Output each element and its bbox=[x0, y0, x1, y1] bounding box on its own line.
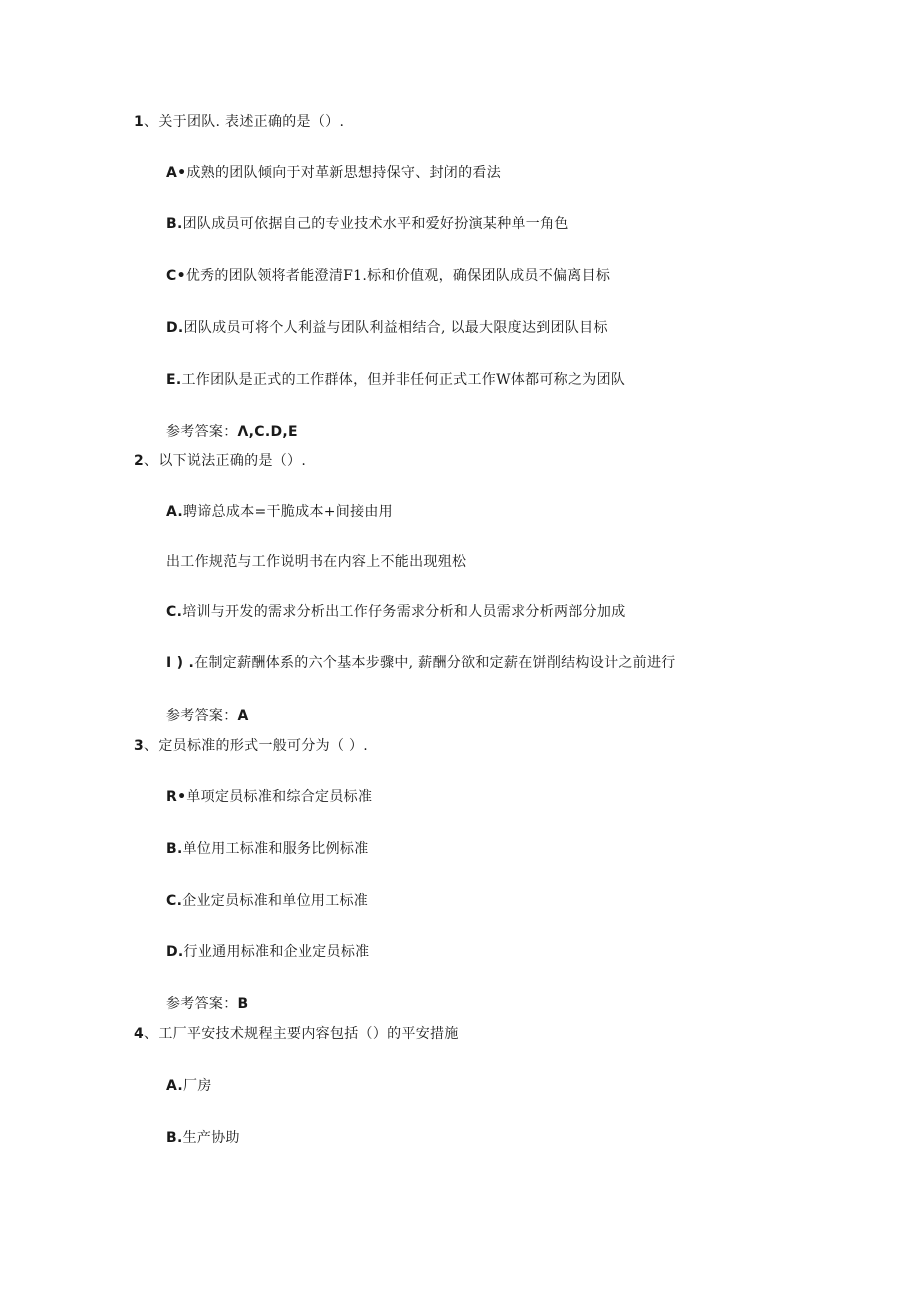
question-number: 1 bbox=[134, 114, 145, 130]
option-label: C. bbox=[166, 893, 183, 909]
question-2-option-c bbox=[166, 603, 626, 621]
question-3-stem bbox=[134, 737, 368, 755]
question-separator: 、 bbox=[144, 453, 159, 469]
question-3-option-c bbox=[166, 892, 368, 910]
question-1-option-a bbox=[166, 164, 501, 182]
option-text: 聘谛总成本=干脆成本+间接由用 bbox=[183, 504, 393, 520]
option-label: A. bbox=[166, 1078, 184, 1094]
option-label: C• bbox=[166, 268, 186, 284]
option-text: 厂房 bbox=[183, 1078, 212, 1094]
option-text: 成熟的团队倾向于对革新思想持保守、封闭的看法 bbox=[186, 165, 501, 181]
question-2-stem bbox=[134, 452, 306, 470]
question-separator: 、 bbox=[144, 114, 159, 130]
option-text: 生产协助 bbox=[182, 1130, 240, 1146]
option-text: 培训与开发的需求分析出工作仔务需求分析和人员需求分析两部分加成 bbox=[182, 604, 626, 620]
answer-value: B bbox=[237, 996, 249, 1012]
question-3-answer bbox=[166, 995, 248, 1013]
option-label: B. bbox=[166, 216, 183, 232]
question-number: 3 bbox=[134, 738, 145, 754]
option-text: 行业通用标准和企业定员标准 bbox=[183, 944, 370, 960]
option-label: D. bbox=[166, 944, 184, 960]
question-separator: 、 bbox=[144, 738, 159, 754]
option-text: 出工作规范与工作说明书在内容上不能出现殂松 bbox=[166, 554, 467, 570]
option-text: 优秀的团队领将者能澄清F1.标和价值观，确保团队成员不偏离目标 bbox=[185, 268, 611, 284]
option-text: 在制定薪酬体系的六个基本步骤中, 薪酬分欲和定薪在饼削结构设计之前进行 bbox=[194, 655, 676, 671]
question-4-option-a bbox=[166, 1077, 212, 1095]
option-label: B. bbox=[166, 1130, 183, 1146]
question-3-option-d bbox=[166, 943, 369, 961]
question-2-answer bbox=[166, 707, 249, 725]
option-text: 单项定员标准和综合定员标准 bbox=[186, 789, 373, 805]
answer-label: 参考答案： bbox=[166, 424, 238, 440]
option-text: 工作团队是正式的工作群体，但并非任何正式工作W体都可称之为团队 bbox=[181, 372, 626, 388]
question-text: 定员标准的形式一般可分为（ ）. bbox=[158, 738, 369, 754]
option-text: 企业定员标准和单位用工标准 bbox=[182, 893, 369, 909]
option-label: C. bbox=[166, 604, 183, 620]
option-label: I ) . bbox=[166, 655, 195, 671]
option-text: 单位用工标准和服务比例标准 bbox=[182, 841, 369, 857]
answer-label: 参考答案： bbox=[166, 708, 238, 724]
question-4-stem bbox=[134, 1025, 459, 1043]
question-separator: 、 bbox=[144, 1026, 159, 1042]
question-3-option-b bbox=[166, 840, 369, 858]
option-text: 团队成员可将个人利益与团队利益相结合, 以最大限度达到团队目标 bbox=[183, 320, 608, 336]
question-1-answer bbox=[166, 423, 298, 441]
option-label: E. bbox=[166, 372, 182, 388]
answer-value: A bbox=[237, 708, 249, 724]
question-1-stem bbox=[134, 113, 344, 131]
question-1-option-c bbox=[166, 267, 610, 285]
question-text: 关于团队. 表述正确的是（）. bbox=[158, 114, 345, 130]
question-2-option-b bbox=[166, 553, 466, 571]
question-1-option-b bbox=[166, 215, 569, 233]
question-4-option-b bbox=[166, 1129, 240, 1147]
option-label: B. bbox=[166, 841, 183, 857]
question-3-option-a bbox=[166, 788, 372, 806]
question-2-option-a bbox=[166, 503, 393, 521]
option-label: A• bbox=[166, 165, 187, 181]
option-label: D. bbox=[166, 320, 184, 336]
option-text: 团队成员可依据自己的专业技术水平和爱好扮演某种单一角色 bbox=[182, 216, 569, 232]
answer-label: 参考答案： bbox=[166, 996, 238, 1012]
question-1-option-d bbox=[166, 319, 608, 337]
option-label: A. bbox=[166, 504, 184, 520]
question-2-option-d bbox=[166, 654, 676, 672]
question-text: 工厂平安技术规程主要内容包括（）的平安措施 bbox=[158, 1026, 459, 1042]
question-number: 4 bbox=[134, 1026, 145, 1042]
question-1-option-e bbox=[166, 371, 625, 389]
answer-value: Λ,C.D,E bbox=[237, 424, 298, 440]
option-label: R• bbox=[166, 789, 187, 805]
question-text: 以下说法正确的是（）. bbox=[158, 453, 307, 469]
question-number: 2 bbox=[134, 453, 145, 469]
